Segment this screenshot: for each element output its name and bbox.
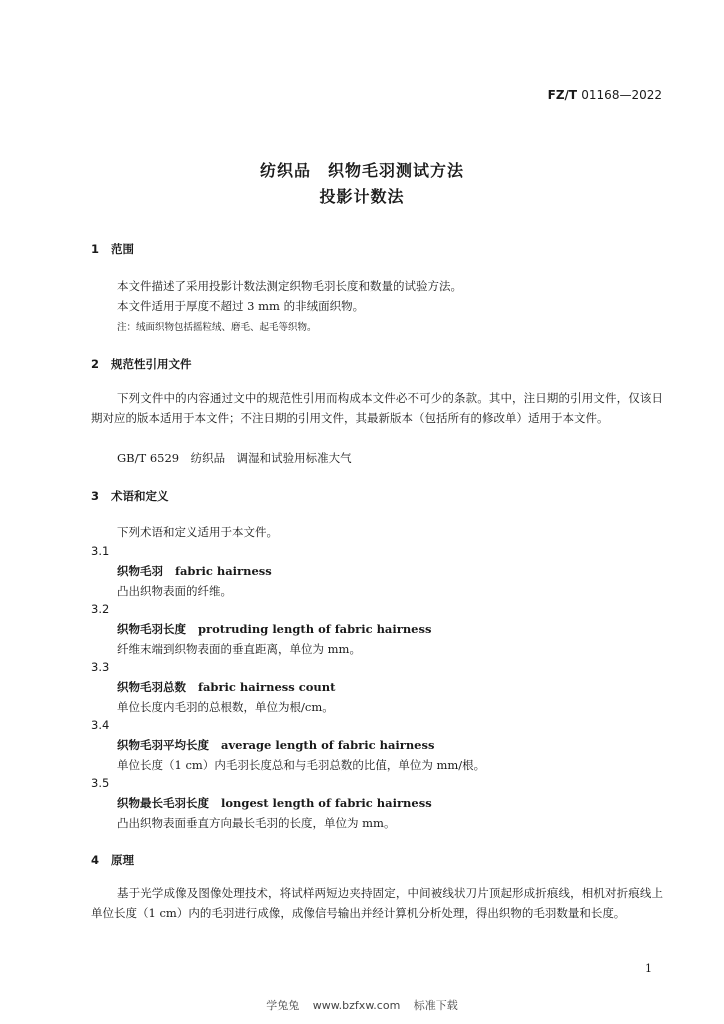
doc-title-line2: 投影计数法 — [319, 187, 405, 206]
section-1-para-2: 本文件适用于厚度不超过 3 mm 的非绒面织物。 — [117, 299, 365, 313]
term-number: 3.5 — [91, 776, 110, 790]
term-definition: 单位长度内毛羽的总根数，单位为根/cm。 — [117, 700, 334, 714]
term-number: 3.3 — [91, 660, 110, 674]
footer-tagline: 标准下载 — [413, 999, 458, 1012]
term-definition: 单位长度（1 cm）内毛羽长度总和与毛羽总数的比值，单位为 mm/根。 — [117, 758, 486, 772]
standard-number — [548, 88, 662, 102]
page-number: 1 — [645, 962, 652, 975]
section-1-para-1: 本文件描述了采用投影计数法测定织物毛羽长度和数量的试验方法。 — [117, 279, 462, 293]
section-2-heading: 2 规范性引用文件 — [91, 357, 192, 371]
normative-reference: GB/T 6529 纺织品 调湿和试验用标准大气 — [117, 451, 352, 465]
term-title: 织物最长毛羽长度 longest length of fabric hairness — [117, 796, 432, 810]
section-3-heading: 3 术语和定义 — [91, 489, 169, 503]
term-number: 3.1 — [91, 544, 110, 558]
term-number: 3.4 — [91, 718, 110, 732]
term-title: 织物毛羽长度 protruding length of fabric hairness — [117, 622, 432, 636]
footer-site-name: 学兔兔 — [266, 999, 300, 1012]
term-definition: 凸出织物表面的纤维。 — [117, 584, 232, 598]
doc-title-line1: 纺织品 织物毛羽测试方法 — [259, 161, 464, 180]
section-2-para-1: 下列文件中的内容通过文中的规范性引用而构成本文件必不可少的条款。其中，注日期的引用文件，仅该日期对应的版本适用于本文件；不注日期的引用文件，其最新版本（包括所有的修改单）适用于本文件。 — [91, 391, 663, 425]
term-title: 织物毛羽 fabric hairness — [117, 564, 272, 578]
section-1-heading: 1 范围 — [91, 242, 134, 256]
footer-url[interactable]: www.bzfxw.com — [312, 999, 401, 1012]
standard-code: 01168—2022 — [581, 88, 662, 102]
term-title: 织物毛羽总数 fabric hairness count — [117, 680, 336, 694]
term-number: 3.2 — [91, 602, 110, 616]
term-definition: 凸出织物表面垂直方向最长毛羽的长度，单位为 mm。 — [117, 816, 396, 830]
standard-prefix: FZ/T — [547, 88, 578, 102]
section-4-para-1: 基于光学成像及图像处理技术，将试样两短边夹持固定，中间被线状刀片顶起形成折痕线，相机对折痕线上单位长度（1 cm）内的毛羽进行成像，成像信号输出并经计算机分析处理，得出织物的毛羽数量和长度。 — [91, 886, 663, 920]
section-4-heading: 4 原理 — [91, 853, 134, 867]
term-definition: 纤维末端到织物表面的垂直距离，单位为 mm。 — [117, 642, 361, 656]
term-title: 织物毛羽平均长度 average length of fabric hairness — [117, 738, 435, 752]
section-3-intro: 下列术语和定义适用于本文件。 — [117, 525, 278, 539]
footer-watermark — [0, 997, 724, 1013]
section-1-note: 注：绒面织物包括摇粒绒、磨毛、起毛等织物。 — [117, 322, 317, 333]
